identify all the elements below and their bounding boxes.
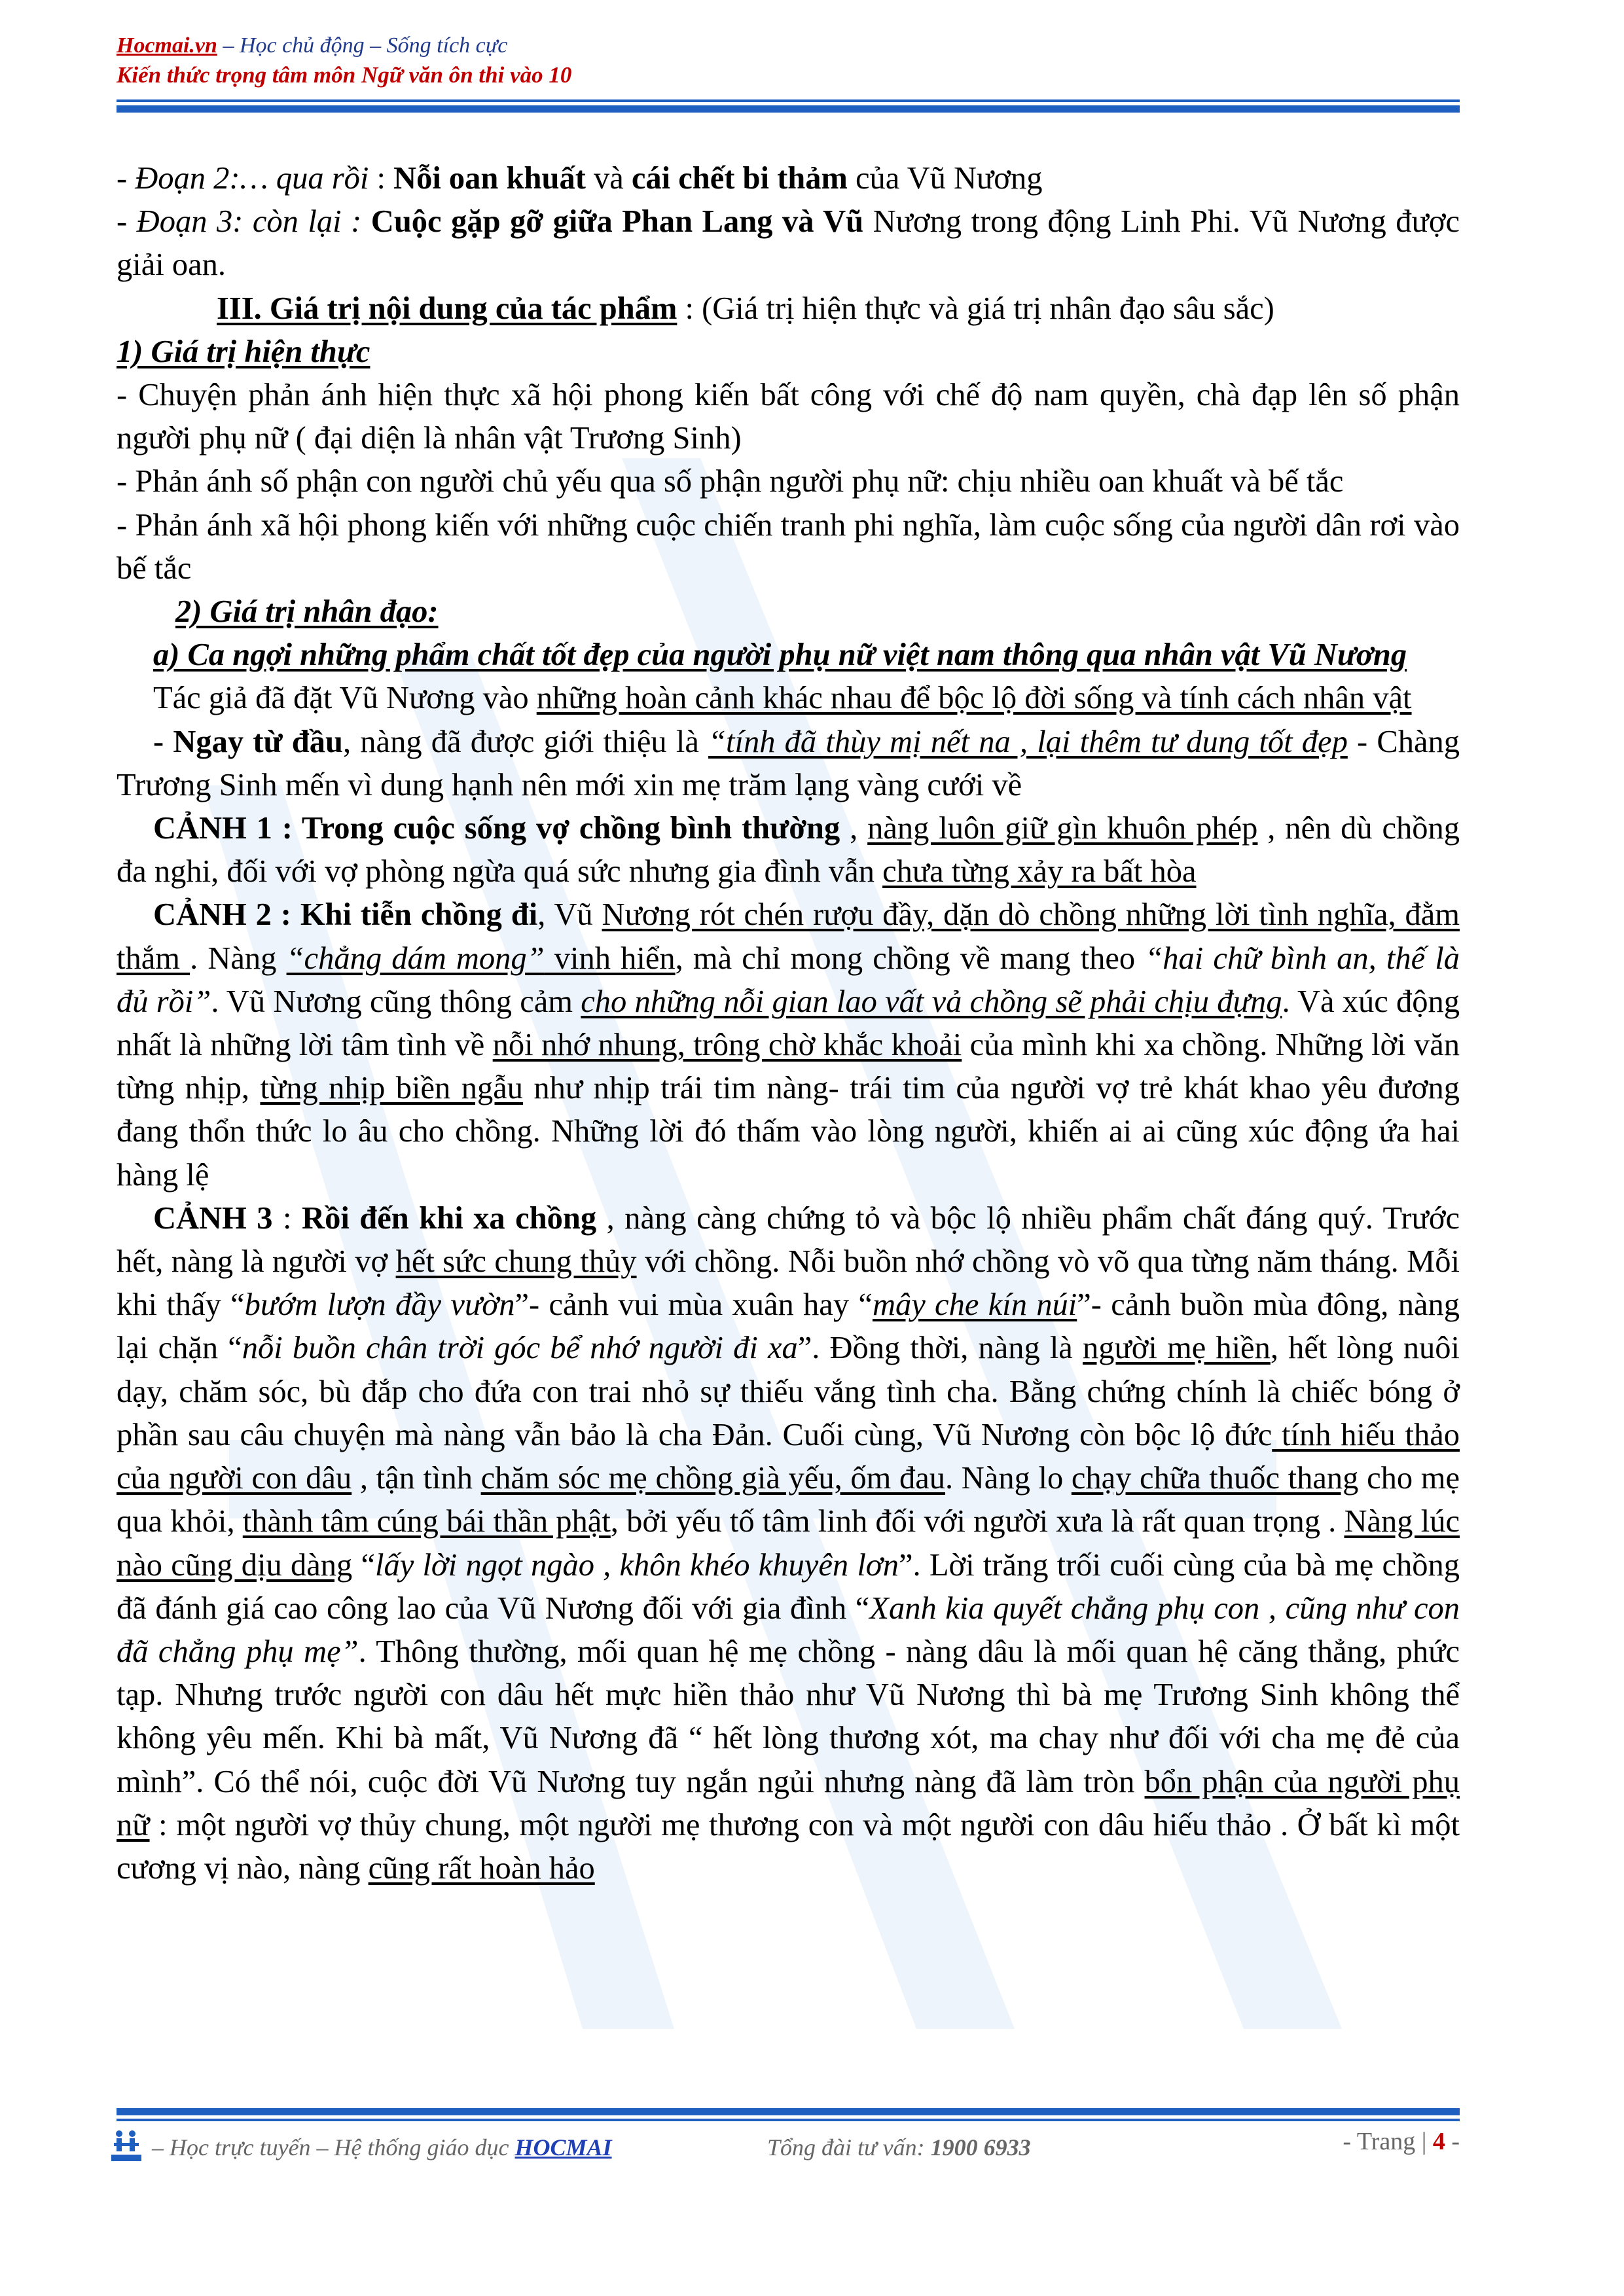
subheading-ca-ngoi: a) Ca ngợi những phẩm chất tốt đẹp của người phụ nữ việt nam thông qua nhân vật Vũ Nương (153, 637, 1407, 673)
paragraph-doan-3: - Đoạn 3: còn lại : Cuộc gặp gỡ giữa Phan Lang và Vũ Nương trong động Linh Phi. Vũ Nương được giải oan. (117, 204, 1460, 283)
paragraph-intro: Tác giả đã đặt Vũ Nương vào những hoàn cảnh khác nhau để bộc lộ đời sống và tính cách nhân vật (153, 681, 1412, 716)
bullet-hien-thuc-1: - Chuyện phản ánh hiện thực xã hội phong kiến bất công với chế độ nam quyền, chà đạp lên số phận người phụ nữ ( đại diện là nhân vật Trương Sinh) (117, 378, 1460, 456)
header-slogan: – Học chủ động – Sống tích cực (217, 33, 508, 58)
paragraph-doan-2: - Đoạn 2:… qua rồi : Nỗi oan khuất và cái chết bi thảm của Vũ Nương (117, 161, 1043, 196)
footer-hocmai-link[interactable]: HOCMAI (514, 2134, 612, 2161)
header-subtitle: Kiến thức trọng tâm môn Ngữ văn ôn thi vào 10 (117, 62, 572, 88)
paragraph-canh-3: CẢNH 3 : Rồi đến khi xa chồng , nàng càng chứng tỏ và bộc lộ nhiều phẩm chất đáng quý. Trước hết, nàng là người vợ hết sức chung thủy với chồng. Nỗi buồn nhớ chồng vò võ qua từng năm tháng. Mỗi khi thấy “bướm lượn đầy vườn”- cảnh vui mùa xuân hay “mây che kín núi”- cảnh buồn mùa đông, nàng lại chặn “nỗi buồn chân trời góc bể nhớ người đi xa”. Đồng thời, nàng là người mẹ hiền, hết lòng nuôi dạy, chăm sóc, bù đắp cho đứa con trai nhỏ sự thiếu vắng tình cha. Bằng chứng chính là chiếc bóng ở phần sau câu chuyện mà nàng vẫn bảo là cha Đản. Cuối cùng, Vũ Nương còn bộc lộ đức tính hiếu thảo của người con dâu , tận tình chăm sóc mẹ chồng già yếu, ốm đau. Nàng lo chạy chữa thuốc thang cho mẹ qua khỏi, thành tâm cúng bái thần phật, bởi yếu tố tâm linh đối với người xưa là rất quan trọng . Nàng lúc nào cũng dịu dàng “lấy lời ngọt ngào , khôn khéo khuyên lơn”. Lời trăng trối cuối cùng của bà mẹ chồng đã đánh giá cao công lao của Vũ Nương đối với gia đình “Xanh kia quyết chẳng phụ con , cũng như con đã chẳng phụ mẹ”. Thông thường, mối quan hệ mẹ chồng - nàng dâu là mối quan hệ căng thẳng, phức tạp. Nhưng trước người con dâu hết mực hiền thảo như Vũ Nương thì bà mẹ Trương Sinh không thể không yêu mến. Khi bà mất, Vũ Nương đã “ hết lòng thương xót, ma chay như đối với cha mẹ đẻ của mình”. Có thể nói, cuộc đời Vũ Nương tuy ngắn ngủi nhưng nàng đã làm tròn bổn phận của người phụ nữ : một người vợ thủy chung, một người mẹ thương con và một người con dâu hiếu thảo . Ở bất kì một cương vị nào, nàng cũng rất hoàn hảo (117, 1200, 1460, 1886)
paragraph-canh-1: CẢNH 1 : Trong cuộc sống vợ chồng bình thường , nàng luôn giữ gìn khuôn phép , nên dù chồng đa nghi, đối với vợ phòng ngừa quá sức nhưng gia đình vẫn chưa từng xảy ra bất hòa (117, 811, 1460, 889)
hocmai-logo-icon (111, 2128, 141, 2165)
header-divider (117, 99, 1460, 113)
page-header (117, 31, 1445, 90)
bullet-hien-thuc-3: - Phản ánh xã hội phong kiến với những cuộc chiến tranh phi nghĩa, làm cuộc sống của người dân rơi vào bế tắc (117, 507, 1460, 586)
page-number: - Trang | 4 - (1343, 2128, 1460, 2155)
document-body (117, 157, 1460, 1890)
brand-link[interactable]: Hocmai.vn (117, 33, 217, 58)
section-heading-iii: III. Giá trị nội dung của tác phẩm : (Giá trị hiện thực và giá trị nhân đạo sâu sắc) (217, 291, 1274, 326)
footer-tagline: – Học trực tuyến – Hệ thống giáo dục HOCMAI (152, 2134, 612, 2161)
paragraph-ngay-tu-dau: - Ngay từ đầu, nàng đã được giới thiệu là “tính đã thùy mị nết na , lại thêm tư dung tốt đẹp - Chàng Trương Sinh mến vì dung hạnh nên mới xin mẹ trăm lạng vàng cưới về (117, 724, 1460, 802)
subheading-gia-tri-hien-thuc: 1) Giá trị hiện thực (117, 334, 370, 369)
footer-divider (117, 2108, 1460, 2121)
paragraph-canh-2: CẢNH 2 : Khi tiễn chồng đi, Vũ Nương rót chén rượu đầy, dặn dò chồng những lời tình nghĩa, đằm thắm . Nàng “chẳng dám mong” vinh hiển, mà chỉ mong chồng về mang theo “hai chữ bình an, thế là đủ rồi”. Vũ Nương cũng thông cảm cho những nỗi gian lao vất vả chồng sẽ phải chịu đựng. Và xúc động nhất là những lời tâm tình về nỗi nhớ nhung, trông chờ khắc khoải của mình khi xa chồng. Những lời văn từng nhịp, từng nhịp biền ngẫu như nhịp trái tim nàng- trái tim của người vợ trẻ khát khao yêu đương đang thổn thức lo âu cho chồng. Những lời đó thấm vào lòng người, khiến ai ai cũng xúc động ứa hai hàng lệ (117, 897, 1460, 1193)
bullet-hien-thuc-2: - Phản ánh số phận con người chủ yếu qua số phận người phụ nữ: chịu nhiều oan khuất và bế tắc (117, 464, 1344, 499)
header-line-1 (117, 31, 1445, 60)
subheading-gia-tri-nhan-dao: 2) Giá trị nhân đạo: (175, 594, 439, 630)
footer-hotline: Tổng đài tư vấn: 1900 6933 (767, 2134, 1031, 2161)
page-footer (111, 2126, 1460, 2172)
